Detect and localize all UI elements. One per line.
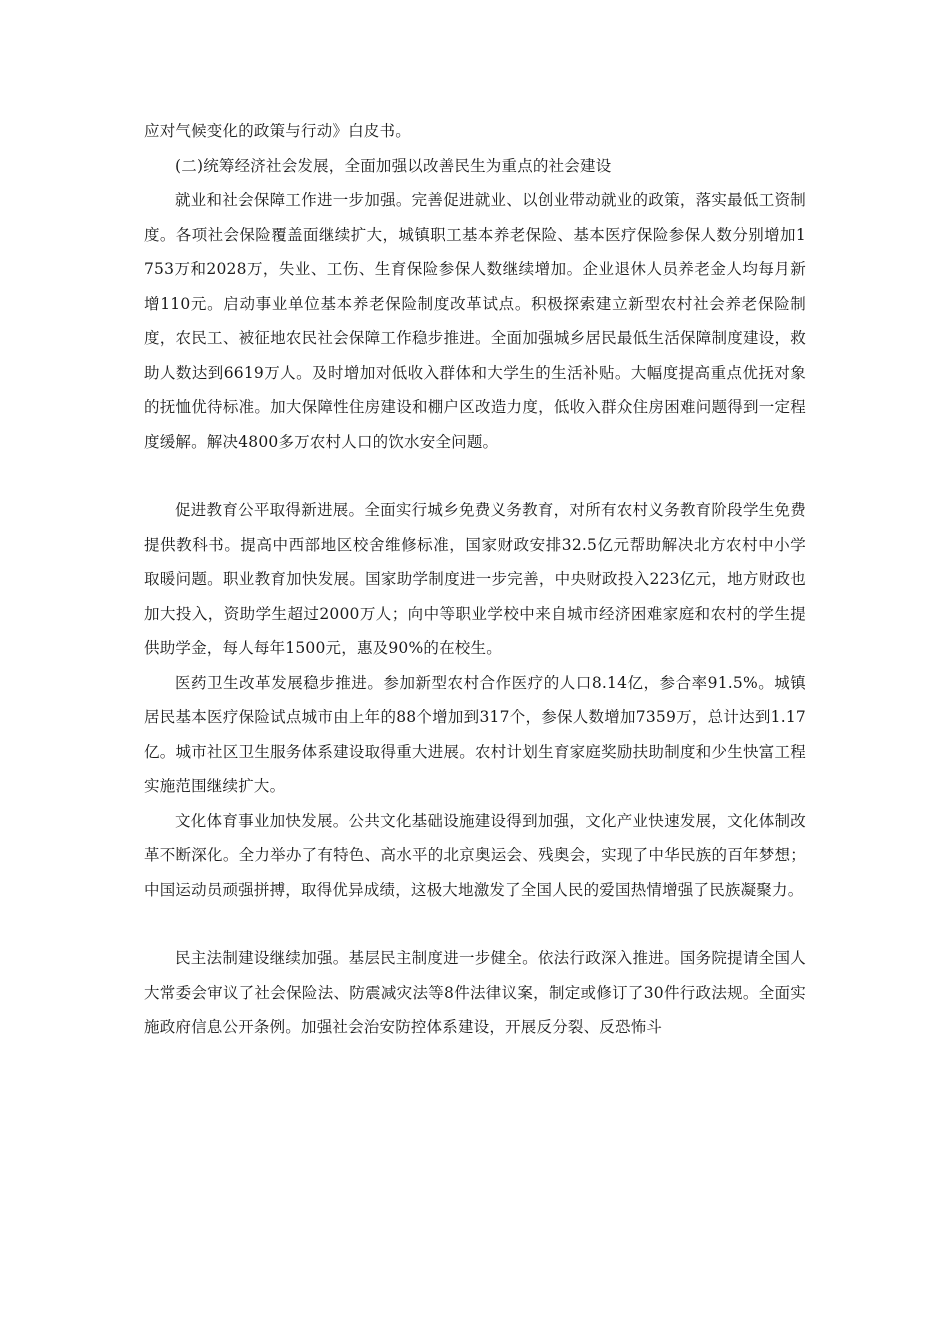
paragraph-employment-social-security: 就业和社会保障工作进一步加强。完善促进就业、以创业带动就业的政策，落实最低工资制度。各项社会保险覆盖面继续扩大，城镇职工基本养老保险、基本医疗保险参保人数分别增加1753万和2028万，失业、工伤、生育保险参保人数继续增加。企业退休人员养老金人均每月新增110元。启动事业单位基本养老保险制度改革试点。积极探索建立新型农村社会养老保险制度，农民工、被征地农民社会保障工作稳步推进。全面加强城乡居民最低生活保障制度建设，救助人数达到6619万人。及时增加对低收入群体和大学生的生活补贴。大幅度提高重点优抚对象的抚恤优待标准。加大保障性住房建设和棚户区改造力度，低收入群众住房困难问题得到一定程度缓解。解决4800多万农村人口的饮水安全问题。 (144, 191, 806, 451)
paragraph-culture-sports: 文化体育事业加快发展。公共文化基础设施建设得到加强，文化产业快速发展，文化体制改革不断深化。全力举办了有特色、高水平的北京奥运会、残奥会，实现了中华民族的百年梦想；中国运动员顽强拼搏，取得优异成绩，这极大地激发了全国人民的爱国热情增强了民族凝聚力。 (144, 811, 806, 899)
paragraph-healthcare: 医药卫生改革发展稳步推进。参加新型农村合作医疗的人口8.14亿，参合率91.5%。城镇居民基本医疗保险试点城市由上年的88个增加到317个，参保人数增加7359万，总计达到1.17亿。城市社区卫生服务体系建设取得重大进展。农村计划生育家庭奖励扶助制度和少生快富工程实施范围继续扩大。 (144, 673, 806, 795)
paragraph-whitepaper-tail: 应对气候变化的政策与行动》白皮书。 (144, 122, 411, 140)
paragraph-gap (144, 459, 806, 493)
document-page (144, 114, 806, 1045)
section-heading: (二)统筹经济社会发展，全面加强以改善民生为重点的社会建设 (175, 156, 612, 175)
paragraph-democracy-legal: 民主法制建设继续加强。基层民主制度进一步健全。依法行政深入推进。国务院提请全国人大常委会审议了社会保险法、防震减灾法等8件法律议案，制定或修订了30件行政法规。全面实施政府信息公开条例。加强社会治安防控体系建设，开展反分裂、反恐怖斗 (144, 949, 806, 1036)
paragraph-gap (144, 907, 806, 941)
paragraph-education: 促进教育公平取得新进展。全面实行城乡免费义务教育，对所有农村义务教育阶段学生免费提供教科书。提高中西部地区校舍维修标准，国家财政安排32.5亿元帮助解决北方农村中小学取暖问题。职业教育加快发展。国家助学制度进一步完善，中央财政投入223亿元，地方财政也加大投入，资助学生超过2000万人；向中等职业学校中来自城市经济困难家庭和农村的学生提供助学金，每人每年1500元，惠及90%的在校生。 (144, 501, 806, 657)
